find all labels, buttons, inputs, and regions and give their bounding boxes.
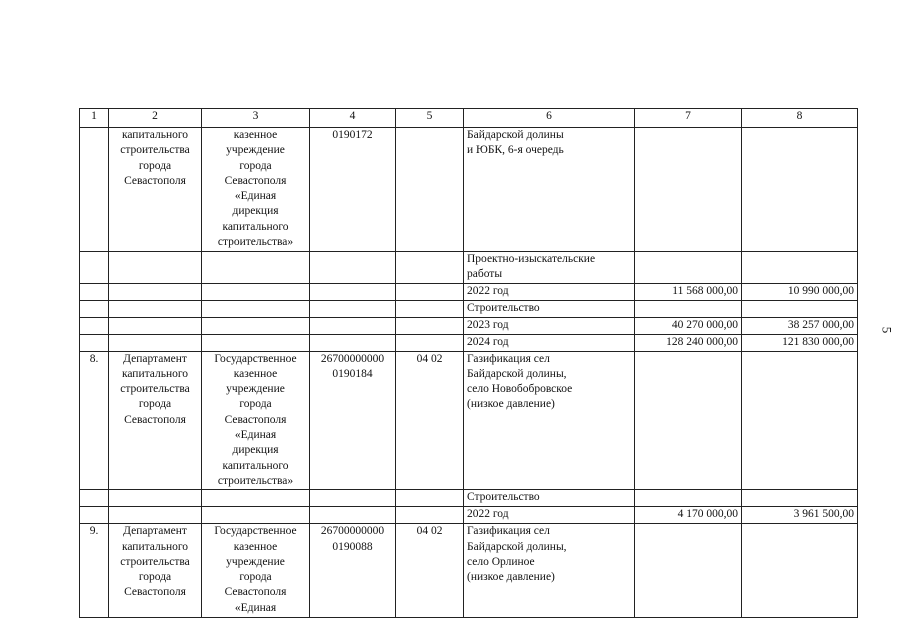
- section-cell: 04 02: [396, 524, 464, 618]
- row-number-cell: 9.: [80, 524, 109, 618]
- object-name-cell: Газификация сел Байдарской долины, село Новобобровское (низкое давление): [464, 351, 635, 490]
- amount-cell: 11 568 000,00: [635, 283, 742, 300]
- row-number-cell: [80, 128, 109, 252]
- construction-label: Строительство: [464, 490, 635, 507]
- amount-cell: 128 240 000,00: [635, 334, 742, 351]
- header-cell-8: 8: [742, 109, 858, 128]
- department-cell: капитального строительства города Севастополя: [109, 128, 202, 252]
- header-cell-3: 3: [202, 109, 310, 128]
- table-row: [80, 300, 858, 317]
- table-row: [80, 507, 858, 524]
- table-row: [80, 128, 858, 252]
- recipient-cell: Государственное казенное учреждение города Севастополя «Единая: [202, 524, 310, 618]
- construction-label: Строительство: [464, 300, 635, 317]
- table-row: [80, 524, 858, 618]
- table-row: [80, 351, 858, 490]
- recipient-cell: Государственное казенное учреждение города Севастополя «Единая дирекция капитального строительства»: [202, 351, 310, 490]
- department-cell: Департамент капитального строительства города Севастополя: [109, 351, 202, 490]
- design-works-label: Проектно-изыскательские работы: [464, 252, 635, 284]
- table-row: [80, 283, 858, 300]
- department-cell: Департамент капитального строительства города Севастополя: [109, 524, 202, 618]
- header-cell-2: 2: [109, 109, 202, 128]
- amount-cell: [742, 351, 858, 490]
- year-label: 2023 год: [464, 317, 635, 334]
- amount-cell: 38 257 000,00: [742, 317, 858, 334]
- amount-cell: [635, 524, 742, 618]
- code-cell: 0190172: [310, 128, 396, 252]
- amount-cell: 40 270 000,00: [635, 317, 742, 334]
- page-number: 5: [879, 326, 895, 334]
- header-cell-5: 5: [396, 109, 464, 128]
- table-row: [80, 334, 858, 351]
- header-cell-7: 7: [635, 109, 742, 128]
- table-row: [80, 490, 858, 507]
- row-number-cell: 8.: [80, 351, 109, 490]
- amount-cell: [635, 128, 742, 252]
- year-label: 2022 год: [464, 507, 635, 524]
- header-cell-6: 6: [464, 109, 635, 128]
- header-cell-1: 1: [80, 109, 109, 128]
- year-label: 2022 год: [464, 283, 635, 300]
- code-cell: 26700000000 0190184: [310, 351, 396, 490]
- year-label: 2024 год: [464, 334, 635, 351]
- table-header-row: [80, 109, 858, 128]
- code-cell: 26700000000 0190088: [310, 524, 396, 618]
- amount-cell: 121 830 000,00: [742, 334, 858, 351]
- section-cell: [396, 128, 464, 252]
- header-cell-4: 4: [310, 109, 396, 128]
- amount-cell: [742, 524, 858, 618]
- table-row: [80, 252, 858, 284]
- amount-cell: [742, 128, 858, 252]
- recipient-cell: казенное учреждение города Севастополя «Единая дирекция капитального строительства»: [202, 128, 310, 252]
- amount-cell: [635, 351, 742, 490]
- amount-cell: 4 170 000,00: [635, 507, 742, 524]
- section-cell: 04 02: [396, 351, 464, 490]
- object-name-cell: Байдарской долины и ЮБК, 6-я очередь: [464, 128, 635, 252]
- amount-cell: 3 961 500,00: [742, 507, 858, 524]
- budget-table: [79, 108, 858, 618]
- table-row: [80, 317, 858, 334]
- object-name-cell: Газификация сел Байдарской долины, село Орлиное (низкое давление): [464, 524, 635, 618]
- amount-cell: 10 990 000,00: [742, 283, 858, 300]
